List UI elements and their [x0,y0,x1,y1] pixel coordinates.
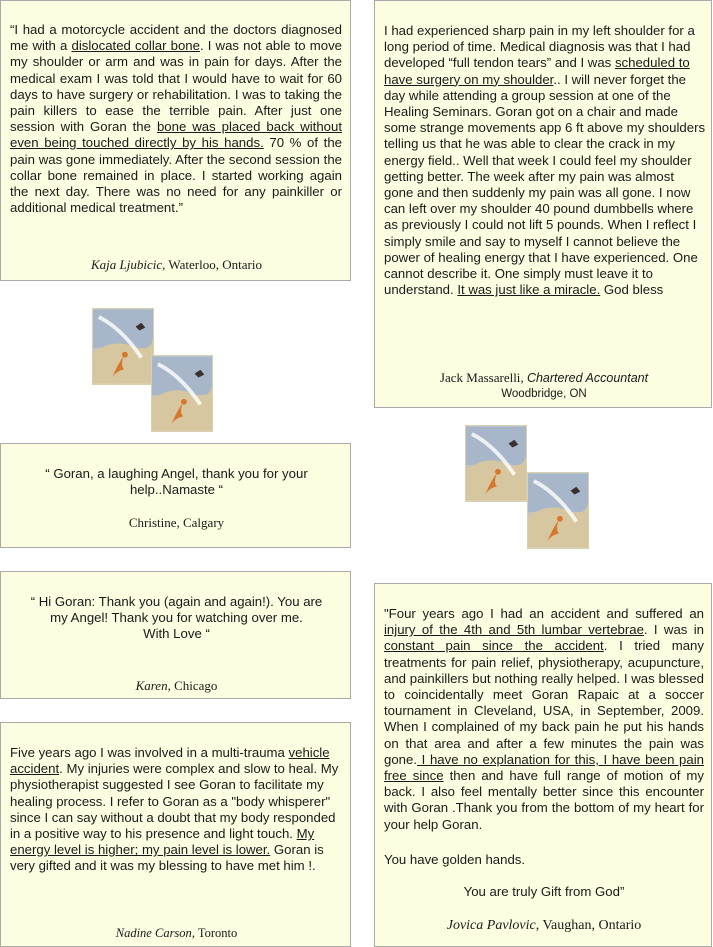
testimonial-card-nadine [0,722,351,947]
testimonial-card-jack [374,0,712,408]
highlight-phrase: vehicle accident [10,745,330,777]
testimonial-text: Five years ago I was involved in a multi-trauma vehicle accident. My injuries were complex and slow to heal. My physiotherapist suggested I see Goran to facilitate my healing process. I refer to Goran as a "body whisperer" since I can say without a doubt that my body responded in a positive way to his presence and light touch. My energy level is higher; my pain level is lower. Goran is very gifted and it was my blessing to have met him !. [10,745,339,874]
signature: Jack Massarelli, Chartered Accountant [439,370,649,385]
signature: Christine, Calgary [128,515,225,530]
testimonial-text: I had experienced sharp pain in my left shoulder for a long period of time. Medical diagnosis was that I had developed “full tendon tears” and I was scheduled to have surgery on my shoulder.. I will never forget the day while attending a group session at one of the Healing Seminars. Goran got on a chair and made some strange movements app 6 ft above my shoulders telling us that he was able to clear the crack in my energy field.. Well that week I could feel my shoulder getting better. The week after my pain was almost gone and then suddenly my pain was all gone. I now can left over my shoulder 40 pound dumbbells where as previously I could not lift 5 pounds. When I reflect I simply smile and say to myself I cannot believe the power of healing energy that I have experienced. One cannot describe it. One simply must leave it to understand. It was just like a miracle. God bless [384,23,706,298]
testimonial-text: “ Hi Goran: Thank you (again and again!). You are my Angel! Thank you for watching over me. With Love “ [30,594,323,642]
healing-angel-image [465,425,527,502]
highlight-phrase: bone was placed back without even being touched directly by his hands. [10,119,342,151]
signature: Nadine Carson, Toronto [115,926,238,940]
signature: Kaja Ljubicic, Waterloo, Ontario [91,257,262,272]
healing-angel-image [151,355,213,432]
highlight-phrase: I have no explanation for this, I have been pain free since [384,751,704,784]
testimonial-text: “ Goran, a laughing Angel, thank you for your help..Namaste “ [45,466,308,498]
testimonial-card-kaja [0,0,351,281]
highlight-phrase: It was just like a miracle. [457,282,601,298]
signature: Jovica Pavlovic, Vaughan, Ontario [446,918,642,933]
testimonial-text: "Four years ago I had an accident and suffered an injury of the 4th and 5th lumbar vertebrae. I was in constant pain since the accident. I tried many treatments for pain relief, physiotherapy, acupuncture, and painkillers but nothing really helped. I was blessed to coincidentally meet Goran Rapaic at a soccer tournament in Cleveland, USA, in September, 2009. When I complained of my back pain he put his hands on that area and after a few minutes the pain was gone. I have no explanation for this, I have been pain free since then and have full range of motion of my back. I also feel mentally better since this encounter with Goran .Thank you from the bottom of my heart for your help Goran. [384,606,704,832]
healing-angel-image [527,472,589,549]
highlight-phrase: injury of the 4th and 5th lumbar vertebrae [384,622,644,638]
highlight-phrase: scheduled to have surgery on my shoulder [384,55,690,87]
testimonial-card-karen [0,571,351,699]
signature: Karen, Chicago [135,678,218,693]
healing-angel-image [92,308,154,385]
testimonial-card-christine [0,443,351,548]
healing-image-pair [465,425,589,551]
testimonial-text: “I had a motorcycle accident and the doctors diagnosed me with a dislocated collar bone. I was not able to move my shoulder or arm and was in pain for days. After the medical exam I was told that I would have to wait for 60 days to have surgery or rehabilitation. I was to taking the pain killers to ease the terrible pain. After just one session with Goran the bone was placed back without even being touched directly by his hands. 70 % of the pain was gone immediately. After the second session the collar bone remained in place. I started working again the next day. There was no need for any painkiller or additional medical treatment.” [10,22,342,216]
highlight-phrase: constant pain since the accident [384,638,604,654]
testimonial-card-jovica [374,583,712,947]
closing-line: You are truly Gift from God” [463,884,625,899]
highlight-phrase: My energy level is higher; my pain level is lower. [10,826,315,858]
closing-line: You have golden hands. [384,852,526,867]
healing-image-pair [92,308,214,432]
highlight-phrase: dislocated collar bone [71,38,200,54]
signature-location: Woodbridge, ON [501,388,587,400]
